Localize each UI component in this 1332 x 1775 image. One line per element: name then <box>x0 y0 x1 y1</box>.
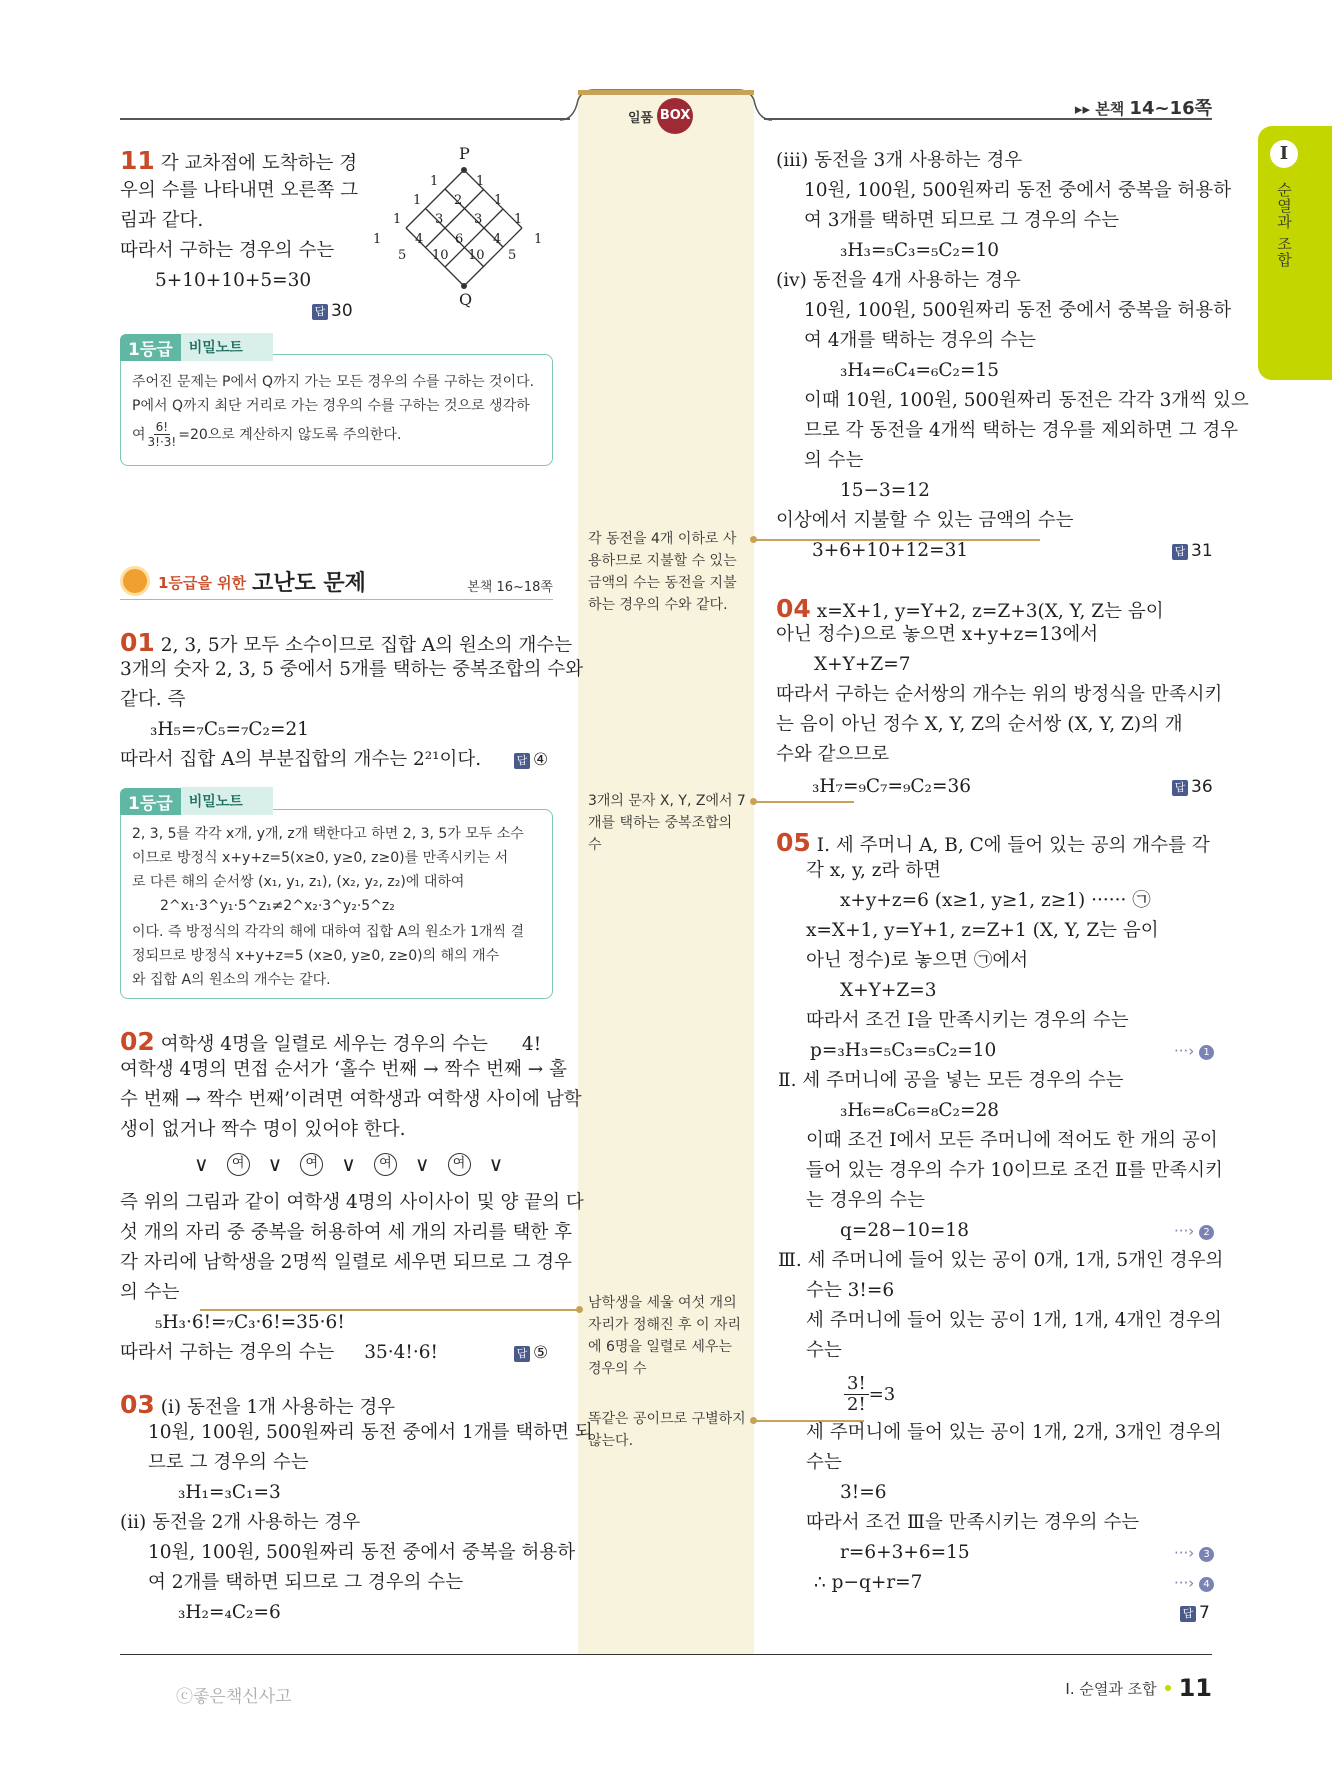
girl-circle: 여 <box>374 1153 397 1176</box>
p05-line-22: 3!=6 <box>840 1482 887 1503</box>
lattice-count-label: 6 <box>455 232 464 247</box>
chapter-side-tab <box>1258 126 1332 380</box>
p01-answer <box>514 745 548 775</box>
p04-line-7: ₃H₇=₉C₇=₉C₂=36 <box>812 776 971 797</box>
answer-icon: 답 <box>1172 544 1188 560</box>
p05-answer <box>1180 1598 1210 1628</box>
p05-line-5: 아닌 정수)로 놓으면 ㉠에서 <box>806 950 1029 971</box>
lattice-count-label: 3 <box>435 212 444 227</box>
p02-answer-value: ⑤ <box>533 1343 549 1363</box>
slot-mark: ∨ <box>414 1152 430 1176</box>
note1-line-3 <box>132 420 401 449</box>
answer-icon: 답 <box>514 753 530 769</box>
p02-first: 여학생 4명을 일렬로 세우는 경우의 수는 <box>160 1034 488 1055</box>
note2-head <box>120 788 273 814</box>
p04-line-5: 는 음이 아닌 정수 X, Y, Z의 순서쌍 (X, Y, Z)의 개 <box>776 714 1183 735</box>
note1-pre: 여 <box>132 426 146 443</box>
p02-answer <box>514 1338 548 1368</box>
p01-number: 01 <box>120 628 155 657</box>
box-prefix: 일품 <box>628 110 654 126</box>
p04-number: 04 <box>776 594 811 623</box>
header-page-ref <box>1075 94 1212 120</box>
lattice-count-label: 1 <box>413 193 422 208</box>
lattice-count-label: 1 <box>430 174 439 189</box>
p05-line-13: 는 경우의 수는 <box>806 1190 925 1211</box>
p11-text: 각 교차점에 도착하는 경 <box>160 153 358 174</box>
girl-circle: 여 <box>300 1153 323 1176</box>
p03-line-2: 10원, 100원, 500원짜리 동전 중에서 1개를 택하면 되 <box>148 1422 593 1443</box>
side-note-1: 각 동전을 4개 이하로 사용하므로 지불할 수 있는 금액의 수는 동전을 지불하는 경우의 수와 같다. <box>588 531 737 613</box>
p03-answer <box>1172 536 1213 566</box>
p01-line-4: ₃H₅=₇C₅=₇C₂=21 <box>150 719 309 740</box>
p05-line-9: Ⅱ. 세 주머니에 공을 넣는 모든 경우의 수는 <box>778 1070 1124 1091</box>
p03-line-5: (ii) 동전을 2개 사용하는 경우 <box>120 1512 361 1533</box>
note1-grade: 1등급 <box>120 334 181 361</box>
p03-r-line-10: 므로 각 동전을 4개씩 택하는 경우를 제외하면 그 경우 <box>804 420 1239 441</box>
p03-r-line-6: 10원, 100원, 500원짜리 동전 중에서 중복을 허용하 <box>804 300 1232 321</box>
p05-line-14: q=28−10=18 <box>840 1220 969 1241</box>
p03-r-line-12: 15−3=12 <box>840 480 930 501</box>
p05-line-16: 수는 3!=6 <box>806 1280 895 1301</box>
p11-line-5: 5+10+10+5=30 <box>155 270 312 291</box>
note1-line-1: 주어진 문제는 P에서 Q까지 가는 모든 경우의 수를 구하는 것이다. <box>132 374 535 390</box>
answer-icon: 답 <box>1172 780 1188 796</box>
tab-roman: I <box>1270 140 1298 168</box>
p02-line-8: 의 수는 <box>120 1282 180 1303</box>
footer-dot <box>1165 1685 1171 1691</box>
p03-r-line-5: (iv) 동전을 4개 사용하는 경우 <box>776 270 1021 291</box>
p05-frac-result: =3 <box>868 1384 896 1405</box>
p05-line-23: 따라서 조건 Ⅲ을 만족시키는 경우의 수는 <box>806 1512 1140 1533</box>
p05-line-10: ₃H₆=₈C₆=₈C₂=28 <box>840 1100 999 1121</box>
note2-line-2: 이므로 방정식 x+y+z=5(x≥0, y≥0, z≥0)를 만족시키는 서 <box>132 850 509 866</box>
p02-last-val: 35·4!·6! <box>364 1342 438 1363</box>
slot-mark: ∨ <box>194 1152 209 1176</box>
step-4-icon: 4 <box>1199 1577 1214 1592</box>
p01-line-5: 따라서 집합 A의 부분집합의 개수는 2²¹이다. <box>120 749 482 770</box>
section-prefix: 1등급을 위한 <box>158 574 247 592</box>
p03-text: (i) 동전을 1개 사용하는 경우 <box>160 1397 396 1418</box>
p05-fraction-body <box>844 1374 869 1415</box>
note1-post: =20으로 계산하지 않도록 주의한다. <box>178 426 402 443</box>
ref-pages: 14~16쪽 <box>1129 98 1212 119</box>
p05-line-24: r=6+3+6=15 <box>840 1542 970 1563</box>
p05-text: Ⅰ. 세 주머니 A, B, C에 들어 있는 공의 개수를 각 <box>816 835 1210 856</box>
p01-line-2: 3개의 숫자 2, 3, 5 중에서 5개를 택하는 중복조합의 수와 <box>120 659 584 680</box>
p02-line-9: ₅H₃·6!=₇C₃·6!=35·6! <box>155 1312 345 1333</box>
p05-line-21: 수는 <box>806 1452 842 1473</box>
p11-answer <box>312 296 353 326</box>
p05-line-20: 세 주머니에 들어 있는 공이 1개, 2개, 3개인 경우의 <box>806 1422 1222 1443</box>
note2-title: 비밀노트 <box>181 787 273 815</box>
p05-line-17: 세 주머니에 들어 있는 공이 1개, 1개, 4개인 경우의 <box>806 1310 1222 1331</box>
p05-step-3: ···› 3 <box>1174 1538 1214 1568</box>
note2-line-4: 2^x₁·3^y₁·5^z₁≠2^x₂·3^y₂·5^z₂ <box>160 898 395 914</box>
lattice-count-label: 10 <box>432 248 449 263</box>
p11-line-4: 따라서 구하는 경우의 수는 <box>120 240 335 261</box>
p03-r-line-7: 여 4개를 택하는 경우의 수는 <box>804 330 1036 351</box>
frac-den: 3!·3! <box>147 435 177 449</box>
p05-line-25: ∴ p−q+r=7 <box>814 1572 923 1593</box>
side-note-2: 3개의 문자 X, Y, Z에서 7개를 택하는 중복조합의 수 <box>588 793 746 853</box>
p03-number: 03 <box>120 1390 155 1419</box>
slot-mark: ∨ <box>267 1152 283 1176</box>
p05-answer-value: 7 <box>1199 1603 1210 1623</box>
note1-fraction <box>148 420 177 449</box>
p03-line-3: 므로 그 경우의 수는 <box>148 1452 309 1473</box>
point-q-label: Q <box>459 290 473 309</box>
p03-r-line-9: 이때 10원, 100원, 500원짜리 동전은 각각 3개씩 있으 <box>804 390 1249 411</box>
p05-step-1: ···› 1 <box>1174 1036 1214 1066</box>
p04-line-2: 아닌 정수)으로 놓으면 x+y+z=13에서 <box>776 624 1099 645</box>
p05-line-8: p=₃H₃=₅C₃=₅C₂=10 <box>810 1040 997 1061</box>
p02-line-4: 생이 없거나 짝수 명이 있어야 한다. <box>120 1119 406 1140</box>
lattice-count-label: 4 <box>493 232 502 247</box>
p03-r-line-3: 여 3개를 택하면 되므로 그 경우의 수는 <box>804 210 1120 231</box>
footer-copyright: ⓒ좋은책신사고 <box>176 1687 292 1707</box>
p05-step-2: ···› 2 <box>1174 1216 1214 1246</box>
p01-answer-value: ④ <box>533 750 549 770</box>
p04-answer <box>1172 772 1213 802</box>
answer-icon: 답 <box>514 1346 530 1362</box>
footer-rule <box>120 1654 1212 1655</box>
frac-den: 2! <box>847 1394 866 1415</box>
side-note-4: 똑같은 공이므로 구별하지 않는다. <box>588 1411 746 1449</box>
p02-line-5: 즉 위의 그림과 같이 여학생 4명의 사이사이 및 양 끝의 다 <box>120 1192 584 1213</box>
p03-r-line-14: 3+6+10+12=31 <box>812 540 969 561</box>
p05-line-3: x+y+z=6 (x≥1, y≥1, z≥1) ······ ㉠ <box>840 890 1151 911</box>
lattice-count-label: 1 <box>393 212 402 227</box>
lattice-count-label: 4 <box>415 232 424 247</box>
lattice-count-label: 1 <box>476 174 485 189</box>
slot-mark: ∨ <box>341 1152 356 1176</box>
answer-icon: 답 <box>1180 1606 1196 1622</box>
note2-line-6: 정되므로 방정식 x+y+z=5 (x≥0, y≥0, z≥0)의 해의 개수 <box>132 948 500 964</box>
note2-grade: 1등급 <box>120 788 181 815</box>
note2-line-1: 2, 3, 5를 각각 x개, y개, z개 택한다고 하면 2, 3, 5가 모두 소수 <box>132 826 524 842</box>
p11-answer-value: 30 <box>331 301 353 321</box>
p03-line-8: ₃H₂=₄C₂=6 <box>178 1602 281 1623</box>
p05-line-12: 들어 있는 경우의 수가 10이므로 조건 Ⅱ를 만족시키 <box>806 1160 1223 1181</box>
note1-head <box>120 334 273 360</box>
p11-line-1 <box>120 146 357 179</box>
p03-r-line-2: 10원, 100원, 500원짜리 동전 중에서 중복을 허용하 <box>804 180 1232 201</box>
p04-answer-value: 36 <box>1191 777 1213 797</box>
p05-number: 05 <box>776 828 811 857</box>
lattice-count-label: 1 <box>494 193 503 208</box>
box-badge: BOX <box>657 98 693 134</box>
lattice-count-label: 3 <box>474 212 483 227</box>
p02-line-6: 섯 개의 자리 중 중복을 허용하여 세 개의 자리를 택한 후 <box>120 1222 572 1243</box>
lattice-count-label: 2 <box>454 193 463 208</box>
slot-mark: ∨ <box>488 1152 504 1176</box>
p05-line-18: 수는 <box>806 1340 842 1361</box>
girl-circle: 여 <box>448 1153 471 1176</box>
section-icon <box>120 566 150 596</box>
section-title: 고난도 문제 <box>252 571 366 596</box>
p03-r-line-11: 의 수는 <box>804 450 864 471</box>
p02-last: 따라서 구하는 경우의 수는 <box>120 1342 335 1363</box>
frac-num: 3! <box>844 1374 869 1395</box>
p01-line-3: 같다. 즉 <box>120 689 186 710</box>
header-rule-left <box>120 118 570 120</box>
p04-line-3: X+Y+Z=7 <box>814 654 911 675</box>
ref-prefix: ▸▸ 본책 <box>1074 100 1125 118</box>
lattice-count-label: 1 <box>514 212 523 227</box>
section-ref: 본책 16~18쪽 <box>467 580 553 595</box>
girl-circle: 여 <box>227 1153 250 1176</box>
p03-answer-value: 31 <box>1191 541 1213 561</box>
p02-line-7: 각 자리에 남학생을 2명씩 일렬로 세우면 되므로 그 경우 <box>120 1252 572 1273</box>
p04-line-4: 따라서 구하는 순서쌍의 개수는 위의 방정식을 만족시키 <box>776 684 1223 705</box>
p05-line-6: X+Y+Z=3 <box>840 980 937 1001</box>
section-header <box>120 566 553 600</box>
p05-line-15: Ⅲ. 세 주머니에 들어 있는 공이 0개, 1개, 5개인 경우의 <box>778 1250 1224 1271</box>
p03-line-6: 10원, 100원, 500원짜리 동전 중에서 중복을 허용하 <box>148 1542 576 1563</box>
p04-text: x=X+1, y=Y+2, z=Z+3(X, Y, Z는 음이 <box>816 601 1164 622</box>
page-number: 11 <box>1178 1674 1212 1702</box>
p03-r-line-4: ₃H₃=₅C₃=₅C₂=10 <box>840 240 999 261</box>
p03-r-line-13: 이상에서 지불할 수 있는 금액의 수는 <box>776 510 1074 531</box>
p05-line-2: 각 x, y, z라 하면 <box>806 860 941 881</box>
note1-title: 비밀노트 <box>181 333 273 361</box>
p05-line-4: x=X+1, y=Y+1, z=Z+1 (X, Y, Z는 음이 <box>806 920 1159 941</box>
footer-chapter <box>1065 1674 1212 1702</box>
side-note-3: 남학생을 세울 여섯 개의 자리가 정해진 후 이 자리에 6명을 일렬로 세우는 경우의 수 <box>588 1295 742 1377</box>
answer-icon: 답 <box>312 304 328 320</box>
step-1-icon: 1 <box>1199 1045 1214 1060</box>
tab-title: 순열과 조합 <box>1275 182 1293 268</box>
p05-step-4: ···› 4 <box>1174 1568 1214 1598</box>
p02-line-3: 수 번째 → 짝수 번째’이려면 여학생과 여학생 사이에 남학 <box>120 1089 582 1110</box>
lattice-count-label: 5 <box>508 248 517 263</box>
p05-fraction <box>844 1374 895 1415</box>
step-2-icon: 2 <box>1199 1225 1214 1240</box>
note2-line-7: 와 집합 A의 원소의 개수는 같다. <box>132 972 331 988</box>
header-box-label <box>628 98 693 134</box>
p03-r-line-1: (iii) 동전을 3개 사용하는 경우 <box>776 150 1023 171</box>
footer-chapter-label: Ⅰ. 순열과 조합 <box>1065 1679 1157 1698</box>
p02-line-10 <box>120 1338 438 1368</box>
frac-num: 6! <box>155 420 169 434</box>
p02-number: 02 <box>120 1027 155 1056</box>
p03-line-7: 여 2개를 택하면 되므로 그 경우의 수는 <box>148 1572 464 1593</box>
p11-number: 11 <box>120 146 155 175</box>
p11-line-3: 림과 같다. <box>120 210 204 231</box>
p01-text: 2, 3, 5가 모두 소수이므로 집합 A의 원소의 개수는 <box>160 635 573 656</box>
p02-first-val: 4! <box>521 1034 542 1055</box>
step-3-icon: 3 <box>1199 1547 1214 1562</box>
p02-line-2: 여학생 4명의 면접 순서가 ‘홀수 번째 → 짝수 번째 → 홀 <box>120 1059 568 1080</box>
p04-line-6: 수와 같으므로 <box>776 744 890 765</box>
note1-line-2: P에서 Q까지 최단 거리로 가는 경우의 수를 구하는 것으로 생각하 <box>132 398 530 414</box>
p11-line-2: 우의 수를 나타내면 오른쪽 그 <box>120 180 358 201</box>
p05-line-11: 이때 조건 Ⅰ에서 모든 주머니에 적어도 한 개의 공이 <box>806 1130 1218 1151</box>
p03-line-4: ₃H₁=₃C₁=3 <box>178 1482 281 1503</box>
lattice-count-label: 1 <box>534 232 543 247</box>
point-p-label: P <box>459 144 470 163</box>
lattice-count-label: 1 <box>373 232 382 247</box>
p03-r-line-8: ₃H₄=₆C₄=₆C₂=15 <box>840 360 999 381</box>
p02-slot-diagram <box>190 1152 507 1176</box>
note2-line-3: 로 다른 해의 순서쌍 (x₁, y₁, z₁), (x₂, y₂, z₂)에 대하여 <box>132 874 465 890</box>
lattice-count-label: 5 <box>398 248 407 263</box>
note2-line-5: 이다. 즉 방정식의 각각의 해에 대하여 집합 A의 원소가 1개씩 결 <box>132 924 525 940</box>
lattice-count-label: 10 <box>468 248 485 263</box>
p05-line-7: 따라서 조건 Ⅰ을 만족시키는 경우의 수는 <box>806 1010 1129 1031</box>
leader-line-3 <box>200 1309 580 1311</box>
